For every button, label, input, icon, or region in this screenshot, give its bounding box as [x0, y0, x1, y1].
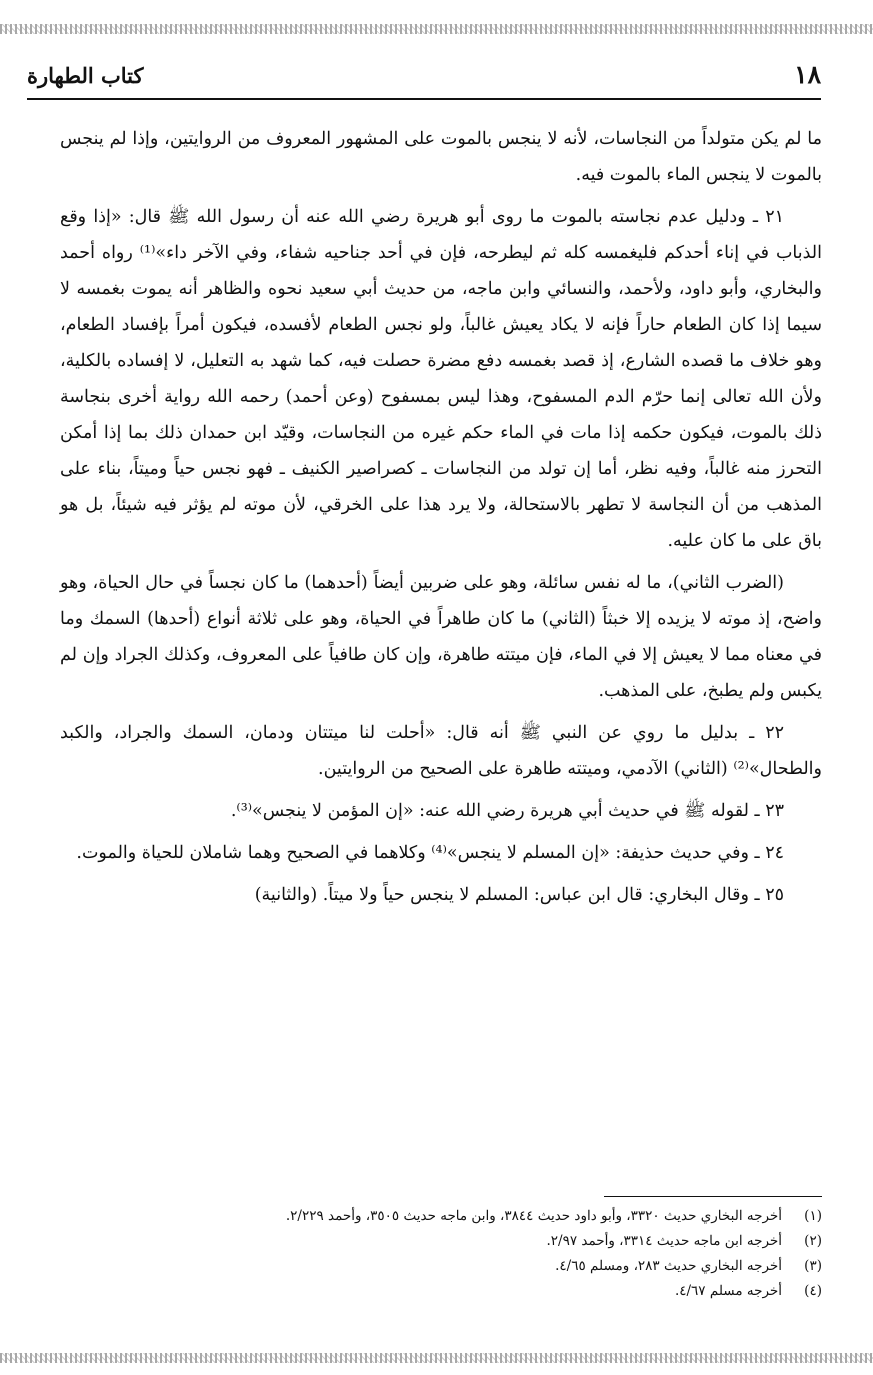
- footnote-text: أخرجه البخاري حديث ٢٨٣، ومسلم ٤/٦٥.: [555, 1258, 782, 1274]
- footnote-text: أخرجه ابن ماجه حديث ٣٣١٤، وأحمد ٢/٩٧.: [546, 1233, 782, 1249]
- paragraph-second-type: (الضرب الثاني)، ما له نفس سائلة، وهو على ضربين أيضاً (أحدهما) ما كان نجساً في حال الحياة، وهو واضح، إذ موته لا يزيده إلا خبثاً (الثاني) ما كان طاهراً في الحياة، وهو على ثلاثة أنواع (أحدها) السمك وما في معناه مما لا يعيش إلا في الماء، فإن ميتته طاهرة، وإن كان طافياً على المعروف، وكذلك الجراد وإن لم يكبس ولم يطبخ، على المذهب.: [60, 573, 822, 701]
- footnote-text: أخرجه مسلم ٤/٦٧.: [674, 1283, 782, 1299]
- footnote-1: [60, 1204, 822, 1229]
- paragraph-25: ٢٥ ـ وقال البخاري: قال ابن عباس: المسلم لا ينجس حياً ولا ميتاً. (والثانية): [254, 885, 784, 905]
- main-text: [60, 121, 822, 919]
- footnote-2: [60, 1229, 822, 1254]
- running-title: كتاب الطهارة: [27, 63, 144, 88]
- footnotes: [60, 1204, 822, 1304]
- footnote-number: (٤): [804, 1283, 822, 1299]
- footnote-number: (٢): [804, 1233, 822, 1249]
- paragraph-24: ٢٤ ـ وفي حديث حذيفة: «إن المسلم لا ينجس»⁽⁴⁾ وكلاهما في الصحيح وهما شاملان للحياة والموت.: [76, 843, 784, 863]
- footnote-number: (٣): [804, 1258, 822, 1274]
- footnote-text: أخرجه البخاري حديث ٣٣٢٠، وأبو داود حديث ٣٨٤٤، وابن ماجه حديث ٣٥٠٥، وأحمد ٢/٢٢٩.: [285, 1208, 782, 1224]
- paragraph-continuation: ما لم يكن متولداً من النجاسات، لأنه لا ينجس بالموت على المشهور المعروف من الروايتين، وإذا لم ينجس بالموت لا ينجس الماء بالموت فيه.: [60, 129, 822, 185]
- paragraph-23: ٢٣ ـ لقوله ﷺ في حديث أبي هريرة رضي الله عنه: «إن المؤمن لا ينجس»⁽³⁾.: [230, 801, 784, 821]
- footnote-separator: [604, 1196, 822, 1197]
- bottom-ornament-border: [0, 1353, 873, 1363]
- footnote-3: [60, 1254, 822, 1279]
- paragraph-21: ٢١ ـ ودليل عدم نجاسته بالموت ما روى أبو هريرة رضي الله عنه أن رسول الله ﷺ قال: «إذا وقع الذباب في إناء أحدكم فليغمسه كله ثم ليطرحه، فإن في أحد جناحيه شفاء، وفي الآخر داء»⁽¹⁾ رواه أحمد والبخاري، وأبو داود، ولأحمد، والنسائي وابن ماجه، من حديث أبي سعيد نحوه والظاهر أنه يموت بغمسه لا سيما إذا كان الطعام حاراً فإنه لا يكاد يعيش غالباً، ولو نجس الطعام لأفسده، فيكون أمراً بإفساد الطعام، وهو خلاف ما قصده الشارع، إذ قصد بغمسه دفع مضرة حصلت فيه، كما شهد به التعليل، لا إفساده بالكلية، ولأن الله تعالى إنما حرّم الدم المسفوح، وهذا ليس بمسفوح (وعن أحمد) رحمه الله رواية أخرى بنجاسة ذلك بالموت، فيكون حكمه إذا مات في الماء حكم غيره من النجاسات، وقيّد ابن حمدان ذلك بما إذا أمكن التحرز منه غالباً، وفيه نظر، أما إن تولد من النجاسات ـ كصراصير الكنيف ـ فهو نجس حياً وميتاً، بناء على المذهب من أن النجاسة لا تطهر بالاستحالة، ولا يرد هذا على الخرقي، لأن موته لم يؤثر فيه شيئاً، بل هو باق على ما كان عليه.: [60, 207, 823, 551]
- footnote-number: (١): [804, 1208, 822, 1224]
- footnote-4: [60, 1279, 822, 1304]
- page-header: [27, 58, 821, 100]
- paragraph-22: ٢٢ ـ بدليل ما روي عن النبي ﷺ أنه قال: «أحلت لنا ميتتان ودمان، السمك والجراد، والكبد والطحال»⁽²⁾ (الثاني) الآدمي، وميتته طاهرة على الصحيح من الروايتين.: [60, 723, 822, 779]
- top-ornament-border: [0, 24, 873, 34]
- page-number: ١٨: [794, 60, 821, 89]
